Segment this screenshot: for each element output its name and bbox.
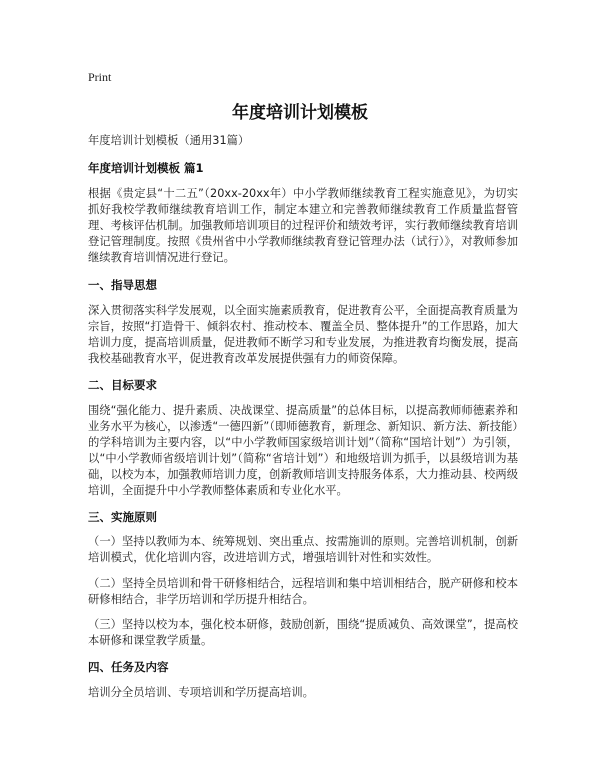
- document-subtitle: 年度培训计划模板（通用31篇）: [88, 134, 250, 147]
- paragraph-tasks: 培训分全员培训、专项培训和学历提高培训。: [88, 686, 314, 699]
- paragraph-principle-3: （三）坚持以校为本，强化校本研修，鼓励创新，围绕“提质减负、高效课堂”，提高校本研修和课堂教学质量。: [88, 618, 518, 647]
- paragraph-goals: 围绕“强化能力、提升素质、决战课堂、提高质量”的总体目标，以提高教师师德素养和业务水平为核心，以渗透“一德四新”（即师德教育，新理念、新知识、新方法、新技能）的学科培训为主要内容，以“中小学教师国家级培训计划”（简称“国培计划”）为引领，以“中小学教师省级培训计划”（简称“省培计划”）和地级培训为抓手，以县级培训为基础，以校为本，加强教师培训力度，创新教师培训支持服务体系，大力推动县、校两级培训，全面提升中小学教师整体素质和专业化水平。: [88, 404, 518, 497]
- section-heading-guiding-ideology: 一、指导思想: [88, 278, 157, 292]
- section-heading-tasks: 四、任务及内容: [88, 660, 169, 674]
- intro-paragraph: 根据《贵定县“十二五”（20xx-20xx年）中小学教师继续教育工程实施意见》，为切实抓好我校学教师继续教育培训工作，制定本建立和完善教师继续教育工作质量监督管理、考核评估机制。加强教师培训项目的过程评价和绩效考评，实行教师继续教育培训登记管理制度。按照《贵州省中小学教师继续教育登记管理办法（试行）》，对教师参加继续教育培训情况进行登记。: [88, 187, 518, 264]
- paragraph-guiding-ideology: 深入贯彻落实科学发展观，以全面实施素质教育，促进教育公平，全面提高教育质量为宗旨，按照“打造骨干、倾斜农村、推动校本、覆盖全员、整体提升”的工作思路，加大培训力度，提高培训质量，促进教师不断学习和专业发展，为推进教育均衡发展，提高我校基础教育水平，促进教育改革发展提供强有力的师资保障。: [88, 304, 518, 365]
- section-heading-goals: 二、目标要求: [88, 378, 157, 392]
- paragraph-principle-2: （二）坚持全员培训和骨干研修相结合，远程培训和集中培训相结合，脱产研修和校本研修相结合，非学历培训和学历提升相结合。: [88, 577, 518, 606]
- print-link[interactable]: Print: [88, 70, 112, 84]
- paragraph-principle-1: （一）坚持以教师为本、统筹规划、突出重点、按需施训的原则。完善培训机制，创新培训模式，优化培训内容，改进培训方式，增强培训针对性和实效性。: [88, 535, 518, 564]
- section-heading-principles: 三、实施原则: [88, 510, 157, 524]
- document-title: 年度培训计划模板: [232, 103, 368, 123]
- article-heading: 年度培训计划模板 篇1: [88, 161, 204, 175]
